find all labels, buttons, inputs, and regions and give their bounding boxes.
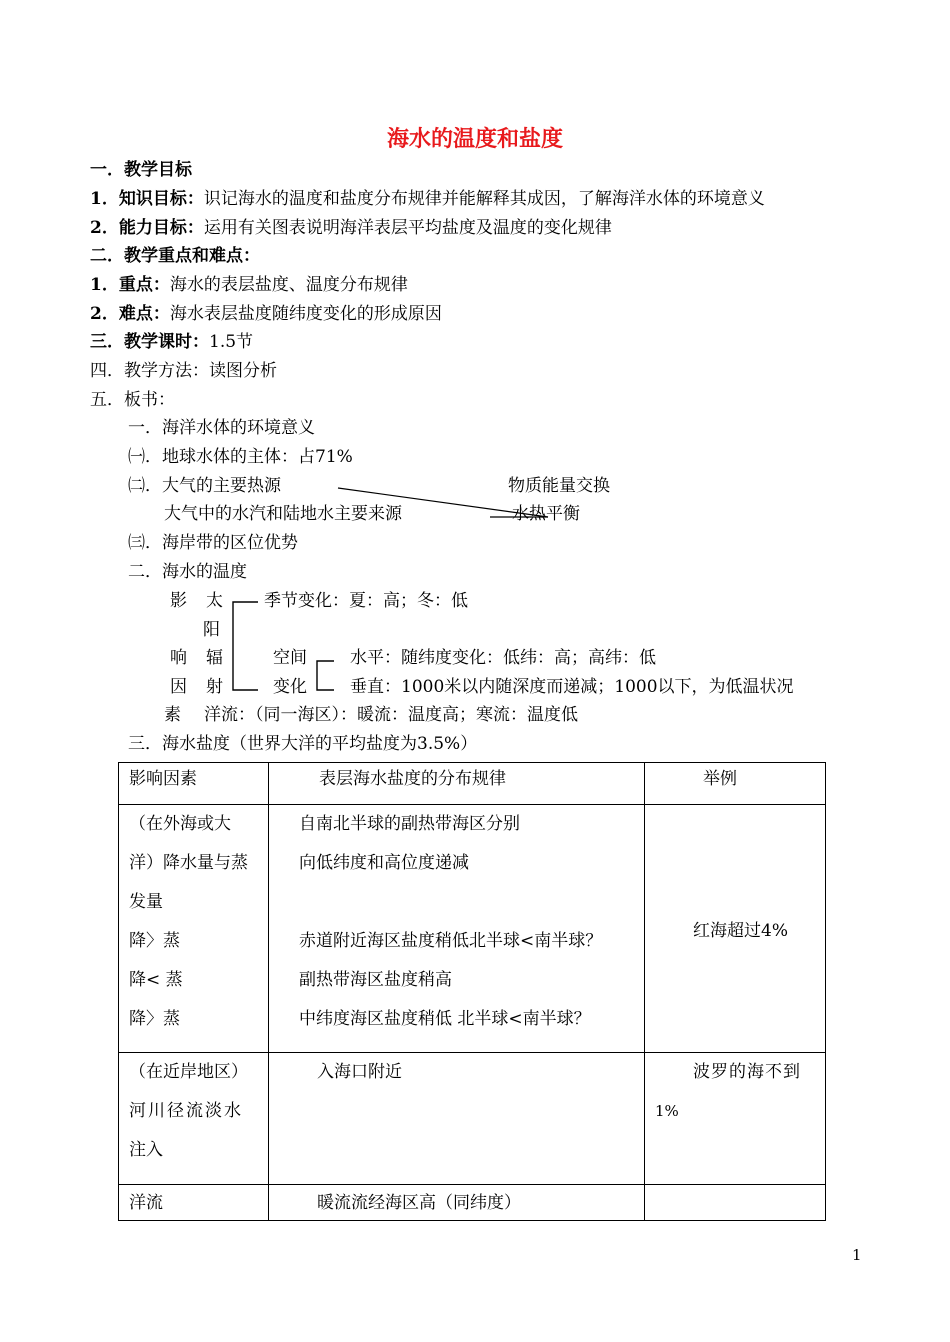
row1-factor-line: 降< 蒸 xyxy=(129,970,183,990)
row1-rule-line: 中纬度海区盐度稍低 北半球<南半球？ xyxy=(299,1009,591,1029)
row1-factor-cell xyxy=(119,805,269,1053)
section-2-heading: 二．教学重点和难点： xyxy=(90,246,260,266)
row2-example-cell xyxy=(645,1053,826,1185)
table-row xyxy=(119,1053,826,1185)
class-hours-label: 三．教学课时： xyxy=(90,332,209,352)
sun-char-2: 阳 xyxy=(203,620,220,640)
row3-example-text xyxy=(645,1185,825,1191)
table-header-factor xyxy=(119,763,269,805)
spatial-label-1: 空间 xyxy=(273,648,307,668)
row3-rule-text: 暖流流经海区高（同纬度） xyxy=(317,1193,521,1213)
board-heading: 五．板书： xyxy=(90,390,175,410)
row1-factor-line: （在外海或大 xyxy=(129,814,231,834)
sun-char-4: 射 xyxy=(206,677,223,697)
class-hours-text: 1.5节 xyxy=(209,332,254,352)
factor-char-yin: 因 xyxy=(170,677,187,697)
header-factor-text: 影响因素 xyxy=(129,769,197,789)
teaching-method: 四．教学方法：读图分析 xyxy=(90,361,277,381)
row1-rule-cell xyxy=(269,805,645,1053)
factor-char-su: 素 xyxy=(164,705,181,725)
objective-knowledge-label: 1．知识目标： xyxy=(90,189,204,209)
seasonal-change: 季节变化：夏：高；冬：低 xyxy=(264,591,468,611)
board-heading-2: 二．海水的温度 xyxy=(128,562,247,582)
row1-example-text: 红海超过4% xyxy=(693,921,788,941)
table-header-row xyxy=(119,763,826,805)
row2-example-text: 波罗的海不到 xyxy=(693,1062,801,1082)
section-1-heading: 一．教学目标 xyxy=(90,160,192,180)
row3-factor-text: 洋流 xyxy=(129,1193,163,1213)
board-point-2a: ㈡．大气的主要热源 xyxy=(128,476,281,496)
key-point-label: 1．重点： xyxy=(90,275,170,295)
sun-char-3: 辐 xyxy=(206,648,223,668)
page-title: 海水的温度和盐度 xyxy=(386,127,563,152)
board-heading-1: 一．海洋水体的环境意义 xyxy=(128,418,315,438)
objective-knowledge-text: 识记海水的温度和盐度分布规律并能解释其成因，了解海洋水体的环境意义 xyxy=(203,189,765,209)
row1-factor-line: 发量 xyxy=(129,892,163,912)
salinity-table xyxy=(118,762,826,1221)
row1-rule-line: 自南北半球的副热带海区分别 xyxy=(299,814,520,834)
factor-char-xiang: 响 xyxy=(170,648,187,668)
board-point-2b: 大气中的水汽和陆地水主要来源 xyxy=(164,504,402,524)
objective-ability-text: 运用有关图表说明海洋表层平均盐度及温度的变化规律 xyxy=(203,218,612,238)
row2-factor-line: 河川径流淡水 xyxy=(129,1101,243,1121)
board-right-balance: 水热平衡 xyxy=(512,504,580,524)
difficult-point-label: 2．难点： xyxy=(90,304,170,324)
table-row xyxy=(119,1185,826,1221)
row1-rule-line: 副热带海区盐度稍高 xyxy=(299,970,452,990)
row1-factor-line: 降〉蒸 xyxy=(129,931,180,951)
key-point-text: 海水的表层盐度、温度分布规律 xyxy=(169,275,408,295)
horizontal-change: 水平：随纬度变化：低纬：高；高纬：低 xyxy=(350,648,656,668)
factor-char-ying: 影 xyxy=(170,591,187,611)
row1-factor-line: 降〉蒸 xyxy=(129,1009,180,1029)
header-rule-text: 表层海水盐度的分布规律 xyxy=(319,769,506,789)
bracket-spatial xyxy=(317,661,334,690)
row1-rule-line: 向低纬度和高位度递减 xyxy=(299,853,469,873)
objective-ability-label: 2．能力目标： xyxy=(90,218,204,238)
board-heading-3: 三．海水盐度（世界大洋的平均盐度为3.5%） xyxy=(128,734,478,754)
row2-rule-cell xyxy=(269,1053,645,1185)
table-header-rule xyxy=(269,763,645,805)
board-point-3: ㈢．海岸带的区位优势 xyxy=(128,533,298,553)
cross-line-1 xyxy=(338,488,548,517)
row2-example-text-2: 1% xyxy=(655,1102,679,1120)
vertical-change: 垂直：1000米以内随深度而递减；1000以下，为低温状况 xyxy=(350,677,794,697)
row1-factor-line: 洋）降水量与蒸 xyxy=(129,853,248,873)
header-example-text: 举例 xyxy=(703,769,737,789)
spatial-label-2: 变化 xyxy=(273,677,307,697)
row2-factor-cell xyxy=(119,1053,269,1185)
table-header-example xyxy=(645,763,826,805)
row3-example-cell xyxy=(645,1185,826,1221)
row1-rule-blank xyxy=(299,883,644,922)
row3-factor-cell xyxy=(119,1185,269,1221)
table-row xyxy=(119,805,826,1053)
row2-factor-line: （在近岸地区） xyxy=(129,1062,248,1082)
bracket-sun-radiation xyxy=(233,602,258,690)
row1-example-cell xyxy=(645,805,826,1053)
board-point-1: ㈠．地球水体的主体：占71% xyxy=(128,447,353,467)
difficult-point-text: 海水表层盐度随纬度变化的形成原因 xyxy=(169,304,442,324)
page-number: 1 xyxy=(852,1246,862,1264)
ocean-current-effect: 洋流：（同一海区）：暖流：温度高；寒流：温度低 xyxy=(204,705,578,725)
row2-factor-line: 注入 xyxy=(129,1140,163,1160)
row3-rule-cell xyxy=(269,1185,645,1221)
sun-char-1: 太 xyxy=(206,591,223,611)
row1-rule-line: 赤道附近海区盐度稍低北半球<南半球？ xyxy=(299,931,603,951)
board-right-exchange: 物质能量交换 xyxy=(508,476,610,496)
row2-rule-text: 入海口附近 xyxy=(317,1062,402,1082)
